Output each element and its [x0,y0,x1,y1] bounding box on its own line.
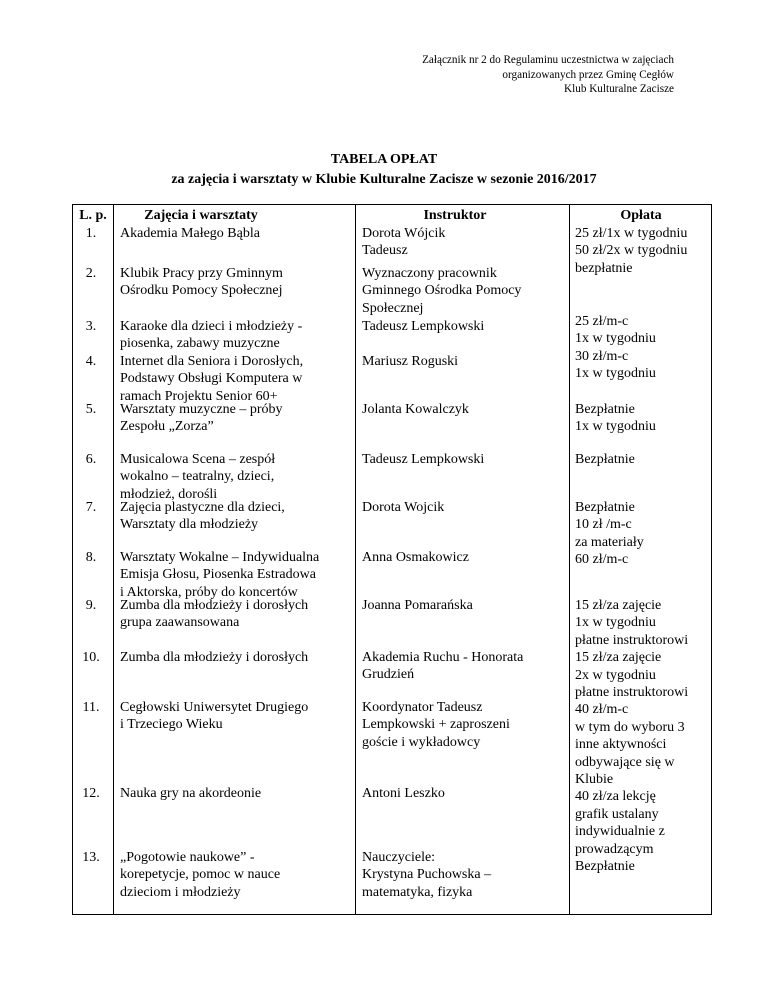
activity-text: Warsztaty muzyczne – próby [120,402,283,417]
fee-text: Klubie [575,772,614,787]
fee-text: indywidualnie z [575,824,665,840]
activity-text: i Aktorska, próby do koncertów [120,584,298,600]
instructor-text: Antoni Leszko [362,786,445,801]
fee-text: płatne instruktorowi [575,685,689,700]
fee-text: bezpłatnie [575,260,633,276]
column-divider [113,205,114,914]
instructor-text: Jolanta Kowalczyk [362,402,469,417]
activity-text: Zespołu „Zorza” [120,419,214,435]
instructor-text: Tadeusz Lempkowski [362,452,485,467]
instructor-text: Lempkowski + zaproszeni [362,717,510,733]
fee-text: Bezpłatnie [575,452,635,467]
activity-text: wokalno – teatralny, dzieci, [120,469,275,485]
header-line: Klub Kulturalne Zacisze [564,83,674,96]
activity-text: Nauka gry na akordeonie [120,786,262,801]
activity-text: Musicalowa Scena – zespół [120,452,276,467]
row-number: 10. [82,650,100,665]
document-title [0,150,768,190]
row-number: 4. [85,354,97,369]
column-divider [355,205,356,914]
instructor-text: goście i wykładowcy [362,734,481,750]
fee-text: odbywające się w [575,754,675,770]
activity-text: piosenka, zabawy muzyczne [120,336,280,352]
header-instructor: Instruktor [423,208,487,223]
activity-text: Klubik Pracy przy Gminnym [120,266,283,281]
fee-text: w tym do wyboru 3 [575,719,685,735]
fee-text: 60 zł/m-c [575,552,629,568]
header-line: organizowanych przez Gminę Cegłów [502,68,674,81]
fee-text: 15 zł/za zajęcie [575,598,662,613]
activity-text: Ośrodku Pomocy Społecznej [120,283,283,299]
fee-text: płatne instruktorowi [575,632,689,648]
activity-text: „Pogotowie naukowe” - [120,850,255,865]
header-line: Załącznik nr 2 do Regulaminu uczestnictwa w zajęciach [422,54,674,66]
fee-text: 1x w tygodniu [575,419,656,435]
fee-text: 30 zł/m-c [575,348,629,364]
instructor-text: Tadeusz Lempkowski [362,319,485,334]
activity-text: ramach Projektu Senior 60+ [120,388,278,404]
header-lp: L. p. [79,208,107,223]
fee-text: 1x w tygodniu [575,615,656,631]
instructor-text: Grudzień [362,667,415,683]
activity-text: Podstawy Obsługi Komputera w [120,371,303,387]
instructor-text: Anna Osmakowicz [362,550,469,565]
header-fee: Opłata [620,208,662,223]
instructor-text: Gminnego Ośrodka Pomocy [362,283,522,299]
fee-text: Bezpłatnie [575,500,635,515]
row-number: 1. [85,226,97,241]
instructor-text: Dorota Wojcik [362,500,445,515]
row-number: 6. [85,452,97,467]
row-number: 7. [85,500,97,515]
row-number: 11. [82,700,100,715]
fee-text: 10 zł /m-c [575,517,632,533]
fee-text: Bezpłatnie [575,402,635,417]
activity-text: Internet dla Seniora i Dorosłych, [120,354,304,369]
fee-text: prowadzącym [575,841,654,857]
activity-text: korepetycje, pomoc w nauce [120,867,281,883]
fee-text: 25 zł/m-c [575,314,629,329]
column-divider [569,205,570,914]
fee-text: 15 zł/za zajęcie [575,650,662,666]
instructor-text: Tadeusz [362,243,408,259]
activity-text: Karaoke dla dzieci i młodzieży - [120,319,303,334]
instructor-text: Akademia Ruchu - Honorata [362,650,524,665]
activity-text: Emisja Głosu, Piosenka Estradowa [120,567,316,583]
fee-text: 1x w tygodniu [575,331,656,347]
instructor-text: Społecznej [362,300,424,316]
row-number: 5. [85,402,97,417]
row-number: 8. [85,550,97,565]
instructor-text: Nauczyciele: [362,850,436,865]
fee-text: 2x w tygodniu [575,667,656,683]
activity-text: grupa zaawansowana [120,615,240,631]
row-number: 3. [85,319,97,334]
fee-table [72,204,712,915]
attachment-header [422,53,674,97]
fee-text: za materiały [575,534,644,550]
instructor-text: Wyznaczony pracownik [362,266,497,281]
row-number: 12. [82,786,100,801]
fee-text: 40 zł/za lekcję [575,789,656,805]
activity-text: Warsztaty Wokalne – Indywidualna [120,550,320,565]
activity-text: Zajęcia plastyczne dla dzieci, [120,500,285,515]
fee-text: 1x w tygodniu [575,366,656,382]
fee-text: inne aktywności [575,737,667,753]
activity-text: Akademia Małego Bąbla [120,226,260,241]
subtitle-line: za zajęcia i warsztaty w Klubie Kulturalne Zacisze w sezonie 2016/2017 [171,172,597,187]
activity-text: dzieciom i młodzieży [120,884,241,900]
fee-text: 50 zł/2x w tygodniu [575,243,688,259]
title-line: TABELA OPŁAT [330,152,438,167]
row-number: 9. [85,598,97,613]
activity-text: Cegłowski Uniwersytet Drugiego [120,700,309,715]
instructor-text: Joanna Pomarańska [362,598,473,613]
fee-text: Bezpłatnie [575,859,635,874]
row-number: 2. [85,266,97,281]
fee-text: 40 zł/m-c [575,702,629,718]
activity-text: Warsztaty dla młodzieży [120,517,259,533]
activity-text: Zumba dla młodzieży i dorosłych [120,598,309,613]
row-number: 13. [82,850,100,865]
instructor-text: Koordynator Tadeusz [362,700,483,715]
fee-text: grafik ustalany [575,806,659,822]
activity-text: i Trzeciego Wieku [120,717,223,733]
fee-text: 25 zł/1x w tygodniu [575,226,688,241]
instructor-text: matematyka, fizyka [362,884,473,900]
instructor-text: Dorota Wójcik [362,226,446,241]
header-activity: Zajęcia i warsztaty [144,208,258,223]
instructor-text: Mariusz Roguski [362,354,459,369]
activity-text: młodzież, dorośli [120,486,218,502]
activity-text: Zumba dla młodzieży i dorosłych [120,650,309,665]
instructor-text: Krystyna Puchowska – [362,867,492,883]
